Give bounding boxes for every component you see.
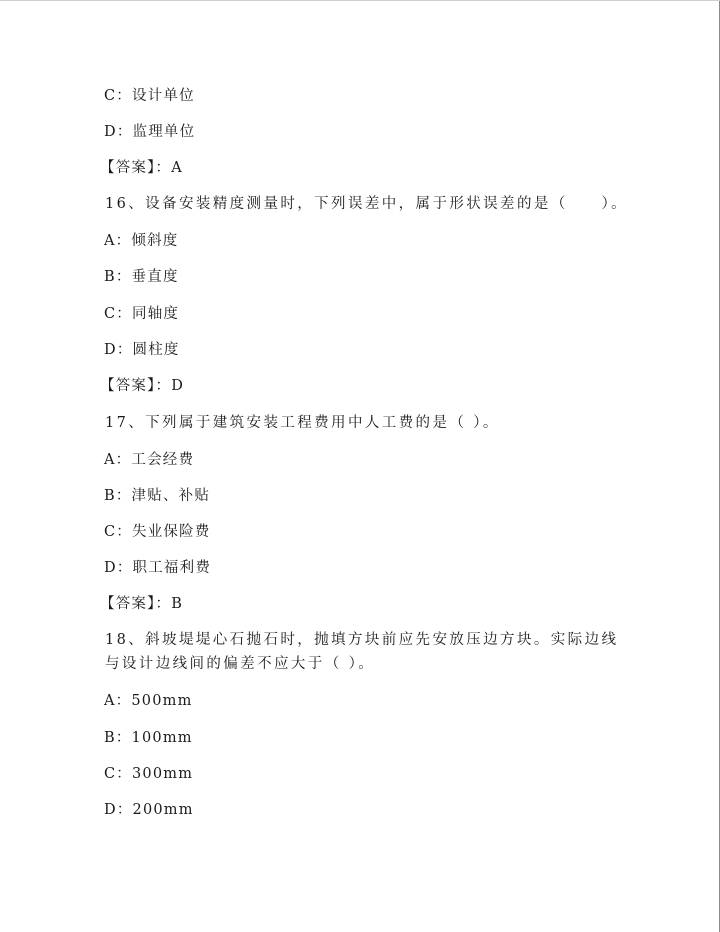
- q17-question: 17、下列属于建筑安装工程费用中人工费的是（ ）。: [105, 415, 500, 431]
- q15-option-d: D：监理单位: [104, 124, 196, 140]
- q18-question-line-1: 18、斜坡堤堤心石抛石时，抛填方块前应先安放压边方块。实际边线: [105, 632, 619, 648]
- q17-answer: 【答案】：B: [100, 596, 184, 612]
- q15-answer: 【答案】：A: [100, 160, 183, 176]
- q18-option-d: D：200mm: [104, 802, 194, 818]
- q18-option-a: A：500mm: [104, 693, 193, 709]
- q18-option-c: C：300mm: [104, 766, 194, 782]
- q17-option-a: A：工会经费: [104, 452, 195, 468]
- q15-option-c: C：设计单位: [104, 88, 195, 104]
- q17-option-b: B：津贴、补贴: [104, 488, 211, 504]
- q18-question-line-2: 与设计边线间的偏差不应大于（ ）。: [105, 656, 376, 672]
- q17-option-d: D：职工福利费: [104, 560, 212, 576]
- q17-option-c: C：失业保险费: [104, 524, 211, 540]
- q16-option-d: D：圆柱度: [104, 342, 180, 358]
- q16-question: 16、设备安装精度测量时，下列误差中，属于形状误差的是（ ）。: [105, 196, 628, 212]
- q16-option-b: B：垂直度: [104, 269, 179, 285]
- q18-option-b: B：100mm: [104, 730, 193, 746]
- q16-option-a: A：倾斜度: [104, 233, 179, 249]
- q16-answer: 【答案】：D: [100, 378, 185, 394]
- page-top-edge: [0, 0, 720, 1]
- q16-option-c: C：同轴度: [104, 306, 180, 322]
